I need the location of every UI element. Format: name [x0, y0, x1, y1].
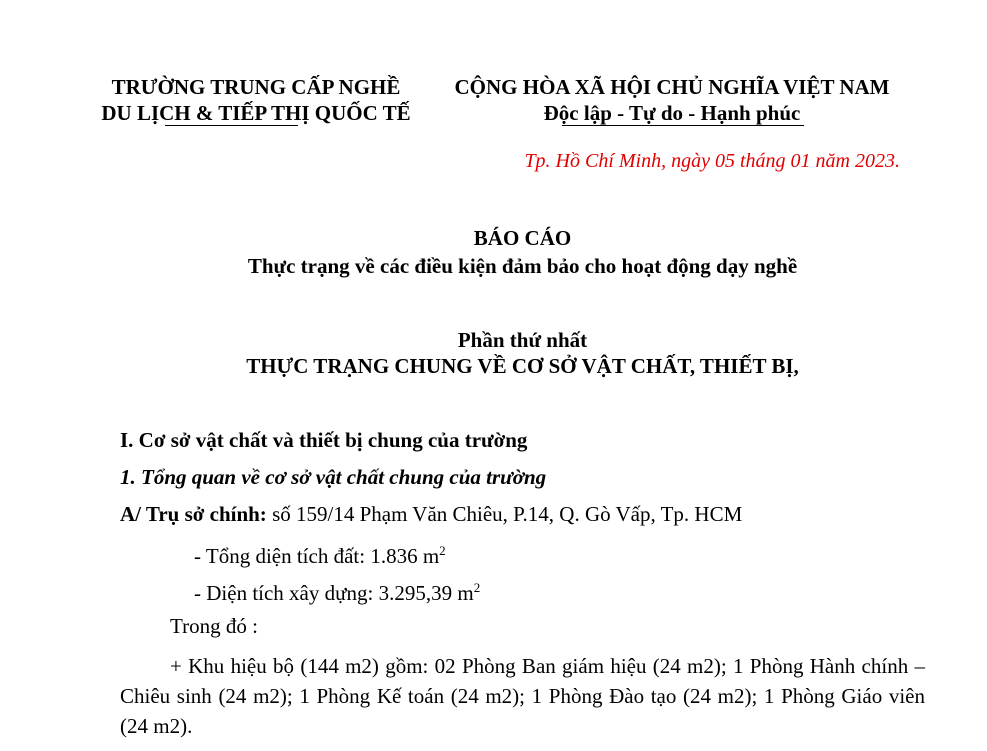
section-heading: I. Cơ sở vật chất và thiết bị chung của trường: [120, 428, 528, 452]
report-subtitle: Thực trạng về các điều kiện đảm bảo cho hoạt động dạy nghề: [247, 254, 798, 278]
construction-area-sup: 2: [473, 580, 481, 595]
section-subheading: 1. Tổng quan về cơ sở vật chất chung của trường: [120, 465, 547, 489]
headquarters-line: [120, 499, 742, 529]
construction-area-text: - Diện tích xây dựng: 3.295,39 m: [194, 581, 474, 605]
school-name-underline: [165, 125, 298, 126]
office-area-paragraph: + Khu hiệu bộ (144 m2) gồm: 02 Phòng Ban giám hiệu (24 m2); 1 Phòng Hành chính – Chiêu sinh (24 m2); 1 Phòng Kế toán (24 m2); 1 Phòng Đào tạo (24 m2); 1 Phòng Giáo viên (24 m2).: [120, 654, 925, 738]
school-name-line1: TRƯỜNG TRUNG CẤP NGHỀ: [111, 75, 401, 99]
land-area-sup: 2: [439, 543, 446, 558]
country-name: CỘNG HÒA XÃ HỘI CHỦ NGHĨA VIỆT NAM: [454, 75, 890, 99]
school-name-line2: DU LỊCH & TIẾP THỊ QUỐC TẾ: [101, 101, 411, 125]
headquarters-address: số 159/14 Phạm Văn Chiêu, P.14, Q. Gò Vấp, Tp. HCM: [266, 502, 743, 526]
document-date: Tp. Hồ Chí Minh, ngày 05 tháng 01 năm 2023.: [524, 150, 900, 172]
motto: Độc lập - Tự do - Hạnh phúc: [543, 101, 801, 125]
land-area-item: [194, 536, 446, 571]
headquarters-label: A/ Trụ sở chính:: [120, 502, 267, 526]
construction-area-item: [194, 573, 480, 608]
part-label: Phần thứ nhất: [457, 328, 588, 352]
land-area-text: - Tổng diện tích đất: 1.836 m: [194, 544, 440, 568]
report-title: BÁO CÁO: [473, 226, 572, 250]
motto-underline: [562, 125, 804, 126]
school-name: [82, 74, 430, 126]
part-heading: THỰC TRẠNG CHUNG VỀ CƠ SỞ VẬT CHẤT, THIẾT BỊ,: [246, 354, 799, 378]
trong-do-label: Trong đó :: [170, 614, 258, 638]
national-motto: [432, 74, 912, 126]
